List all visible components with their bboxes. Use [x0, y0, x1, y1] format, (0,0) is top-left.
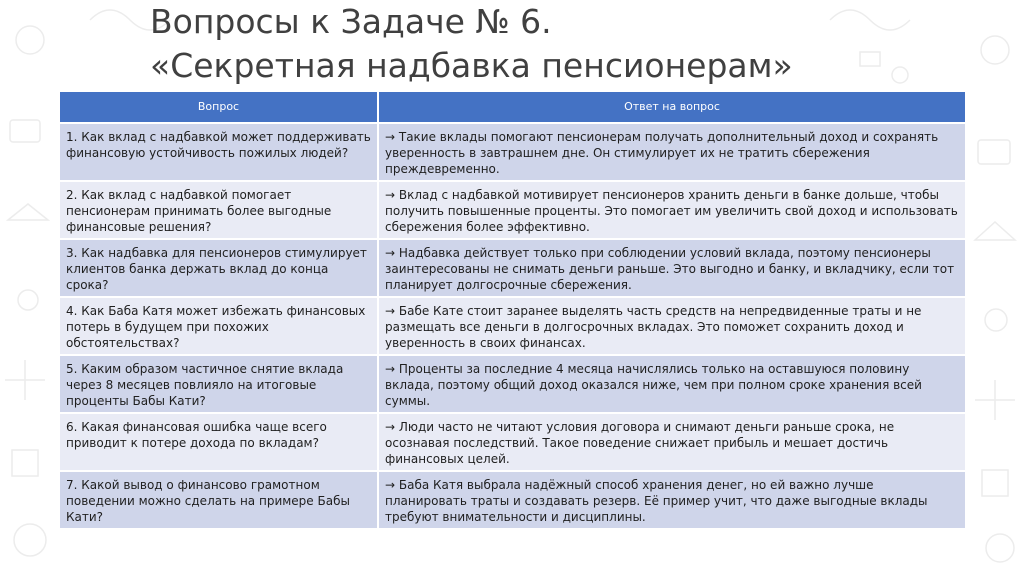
table-row [60, 123, 965, 181]
table-row [60, 297, 965, 355]
answer-cell: → Надбавка действует только при соблюдении условий вклада, поэтому пенсионеры заинтересованы не снимать деньги раньше. Это выгодно и банку, и вкладчику, если тот планирует долгосрочные сбережения. [378, 239, 965, 297]
answer-cell: → Вклад с надбавкой мотивирует пенсионеров хранить деньги в банке дольше, чтобы получить повышенные проценты. Это помогает им увеличить свой доход и использовать сбережения более эффективно. [378, 181, 965, 239]
answer-cell: → Проценты за последние 4 месяца начислялись только на оставшуюся половину вклада, поэтому общий доход оказался ниже, чем при полном сроке хранения всей суммы. [378, 355, 965, 413]
answer-cell: → Люди часто не читают условия договора и снимают деньги раньше срока, не осознавая последствий. Такое поведение снижает прибыль и мешает достичь финансовых целей. [378, 413, 965, 471]
questions-answers-table [60, 92, 965, 528]
answer-cell: → Такие вклады помогают пенсионерам получать дополнительный доход и сохранять уверенность в завтрашнем дне. Он стимулирует их не тратить сбережения преждевременно. [378, 123, 965, 181]
slide-title-line2: «Секретная надбавка пенсионерам» [150, 46, 793, 85]
column-header-answer: Ответ на вопрос [378, 92, 965, 123]
question-cell: 2. Как вклад с надбавкой помогает пенсионерам принимать более выгодные финансовые решения? [60, 181, 378, 239]
table-header-row [60, 92, 965, 123]
column-header-question: Вопрос [60, 92, 378, 123]
table-row [60, 239, 965, 297]
answer-cell: → Баба Катя выбрала надёжный способ хранения денег, но ей важно лучше планировать траты и создавать резерв. Её пример учит, что даже выгодные вклады требуют внимательности и дисциплины. [378, 471, 965, 528]
answer-cell: → Бабе Кате стоит заранее выделять часть средств на непредвиденные траты и не размещать все деньги в долгосрочных вкладах. Это поможет сохранить доход и уверенность в своих финансах. [378, 297, 965, 355]
slide-title [150, 0, 793, 88]
question-cell: 5. Каким образом частичное снятие вклада через 8 месяцев повлияло на итоговые проценты Бабы Кати? [60, 355, 378, 413]
slide-title-line1: Вопросы к Задаче № 6. [150, 2, 552, 41]
question-cell: 3. Как надбавка для пенсионеров стимулирует клиентов банка держать вклад до конца срока? [60, 239, 378, 297]
table-row [60, 181, 965, 239]
question-cell: 6. Какая финансовая ошибка чаще всего приводит к потере дохода по вкладам? [60, 413, 378, 471]
table-row [60, 355, 965, 413]
table-row [60, 471, 965, 528]
table-row [60, 413, 965, 471]
question-cell: 7. Какой вывод о финансово грамотном поведении можно сделать на примере Бабы Кати? [60, 471, 378, 528]
question-cell: 1. Как вклад с надбавкой может поддерживать финансовую устойчивость пожилых людей? [60, 123, 378, 181]
question-cell: 4. Как Баба Катя может избежать финансовых потерь в будущем при похожих обстоятельствах? [60, 297, 378, 355]
